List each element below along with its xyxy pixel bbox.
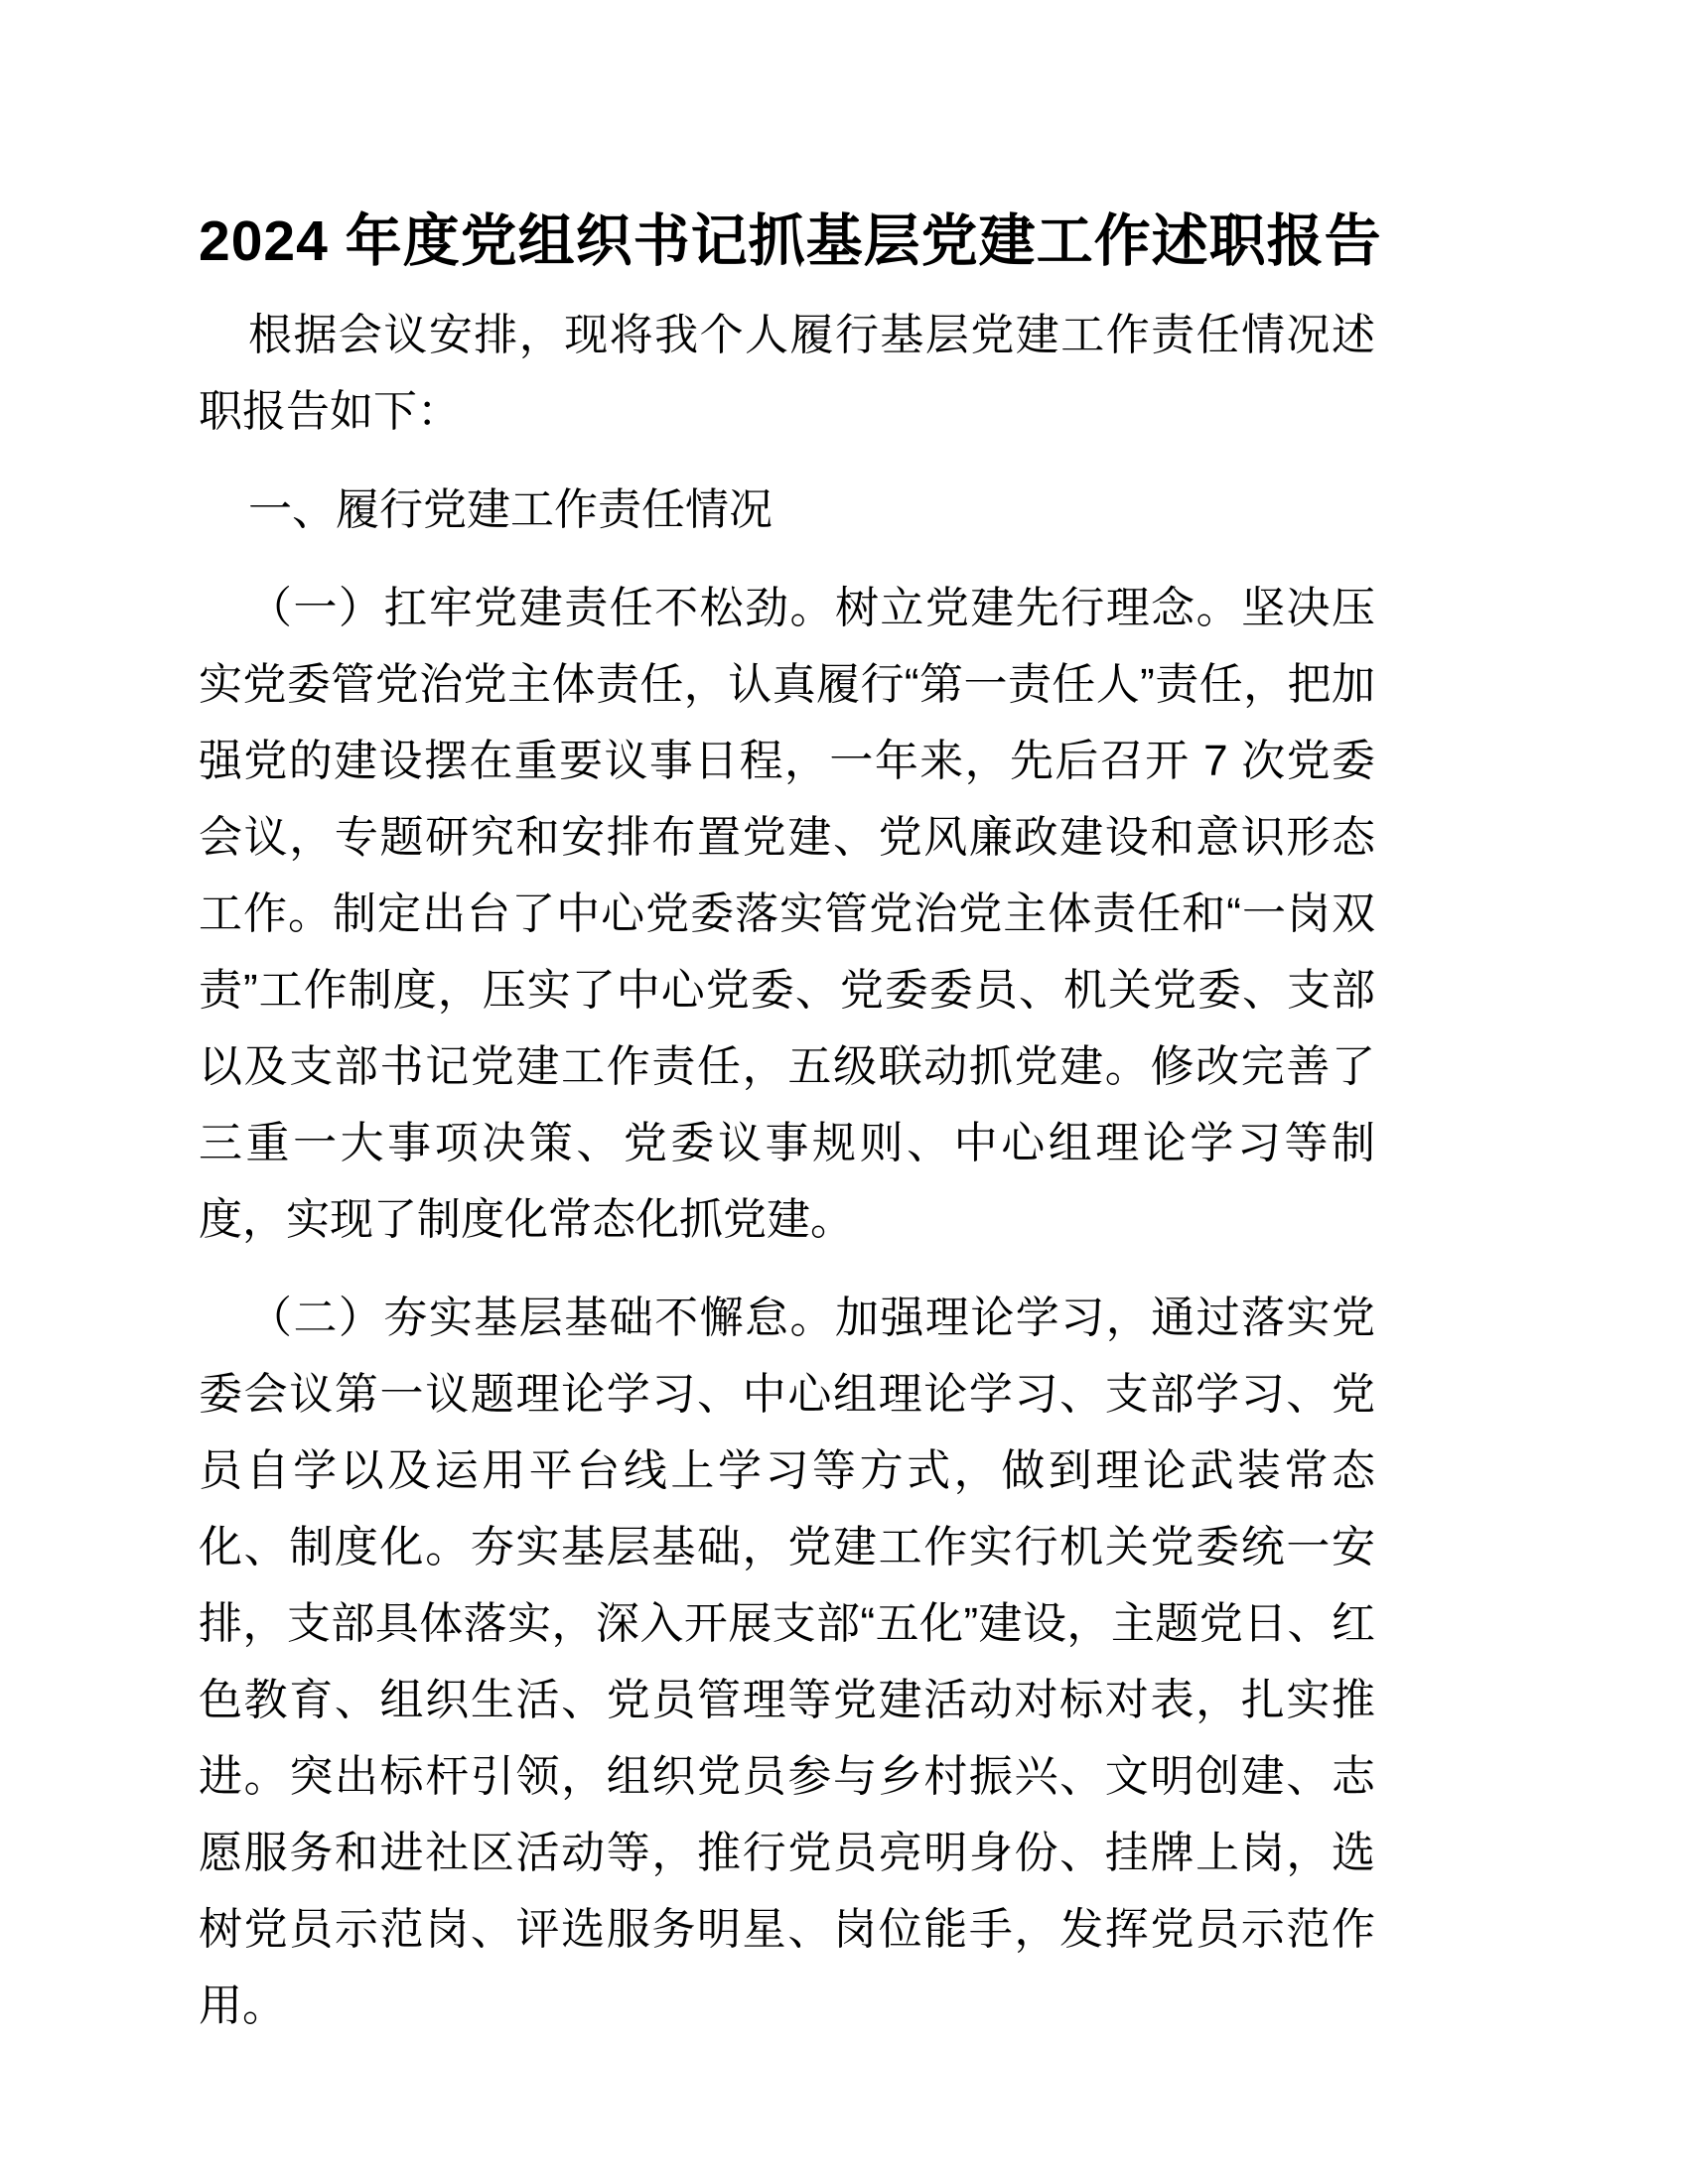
document-title: 2024 年度党组织书记抓基层党建工作述职报告: [199, 209, 1382, 273]
paragraph-intro: 根据会议安排，现将我个人履行基层党建工作责任情况述职报告如下：: [199, 311, 1375, 436]
section-heading-1: 一、履行党建工作责任情况: [248, 485, 773, 534]
paragraph-section-1: （一）扛牢党建责任不松劲。树立党建先行理念。坚决压实党委管党治党主体责任，认真履行“第一责任人”责任，把加强党的建设摆在重要议事日程，一年来，先后召开 7 次党委会议，专题研究和安排布置党建、党风廉政建设和意识形态工作。制定出台了中心党委落实管党治党主体责任和“一岗双责”工作制度，压实了中心党委、党委委员、机关党委、支部以及支部书记党建工作责任，五级联动抓党建。修改完善了三重一大事项决策、党委议事规则、中心组理论学习等制度，实现了制度化常态化抓党建。: [199, 584, 1375, 1244]
document-content: [199, 202, 1382, 2044]
paragraph-section-2: （二）夯实基层基础不懈怠。加强理论学习，通过落实党委会议第一议题理论学习、中心组理论学习、支部学习、党员自学以及运用平台线上学习等方式，做到理论武装常态化、制度化。夯实基层基础，党建工作实行机关党委统一安排，支部具体落实，深入开展支部“五化”建设，主题党日、红色教育、组织生活、党员管理等党建活动对标对表，扎实推进。突出标杆引领，组织党员参与乡村振兴、文明创建、志愿服务和进社区活动等，推行党员亮明身份、挂牌上岗，选树党员示范岗、评选服务明星、岗位能手，发挥党员示范作用。: [199, 1294, 1375, 2030]
